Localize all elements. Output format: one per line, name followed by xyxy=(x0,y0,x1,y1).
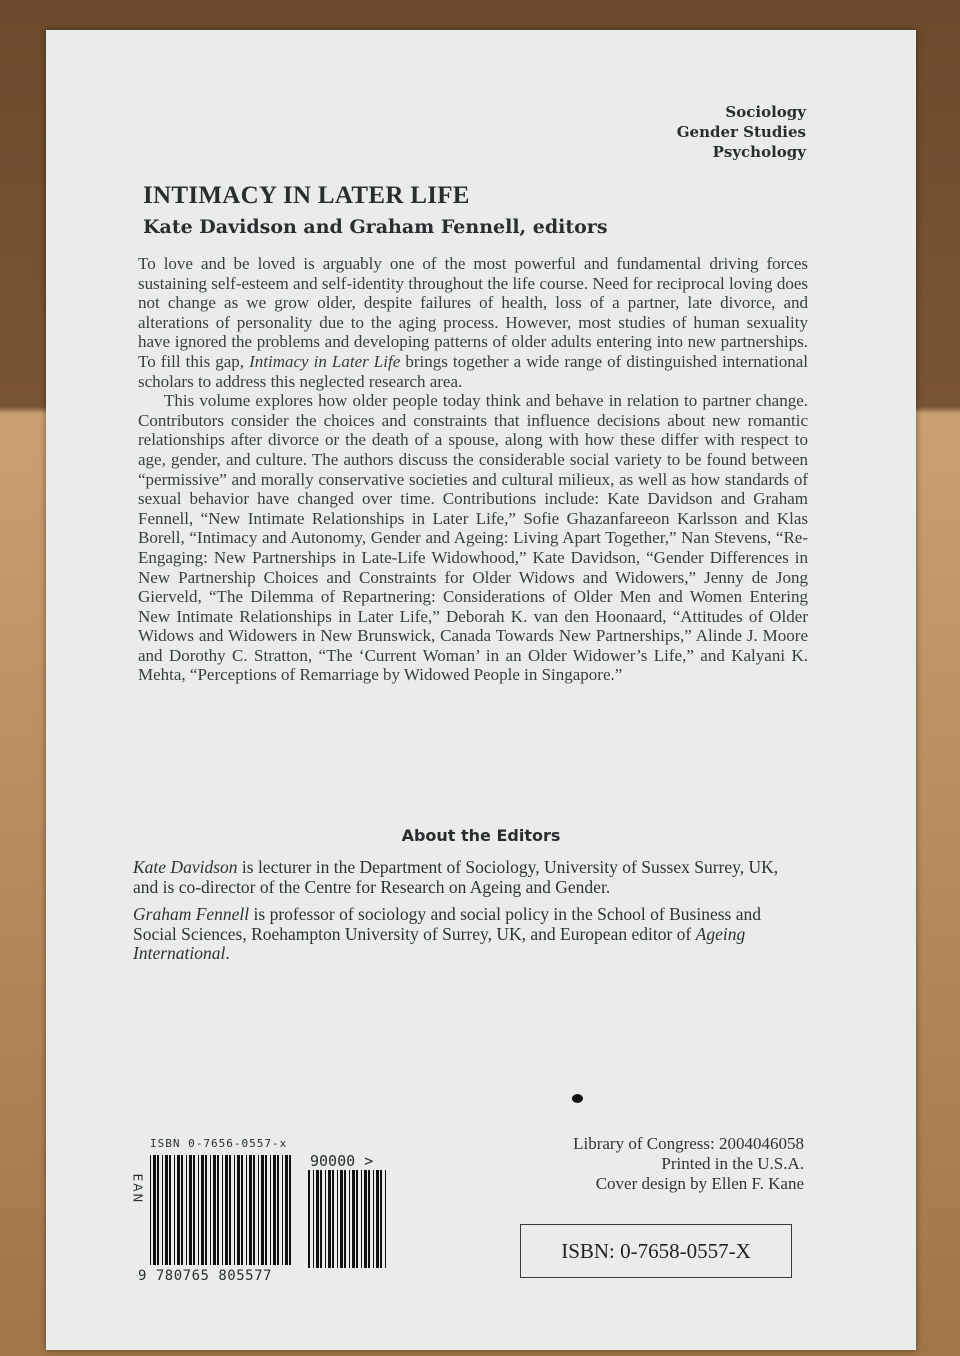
description-paragraph-1: To love and be loved is arguably one of the most powerful and fundamental driving forces sustaining self-esteem and self-identity throughout the life course. Need for reciprocal loving does not change as we grow older, despite failures of health, loss of a partner, late divorce, and alterations of personality due to the aging process. However, most studies of human sexuality have ignored the problems and developing patterns of older adults entering into new partnerships. To fill this gap, Intimacy in Later Life brings together a wide range of distinguished international scholars to address this neglected research area. xyxy=(138,254,808,391)
ean-label: EAN xyxy=(130,1173,145,1205)
ean-digits: 9 780765 805577 xyxy=(138,1268,272,1284)
about-editors-heading: About the Editors xyxy=(401,826,561,845)
cover-design-credit: Cover design by Ellen F. Kane xyxy=(595,1174,804,1193)
isbn-box: ISBN: 0-7658-0557-X xyxy=(520,1224,792,1278)
about-editors xyxy=(133,858,801,972)
printed-in: Printed in the U.S.A. xyxy=(661,1154,804,1173)
book-editors: Kate Davidson and Graham Fennell, editors xyxy=(143,216,608,238)
subject-sociology: Sociology xyxy=(725,103,806,121)
publication-info xyxy=(573,1134,804,1194)
ean-barcode xyxy=(150,1155,296,1265)
editor-bio-fennell: Graham Fennell is professor of sociology and social policy in the School of Business and Social Sciences, Roehampton University of Surrey, UK, and European editor of Ageing International. xyxy=(133,904,761,963)
subject-gender-studies: Gender Studies xyxy=(676,123,806,141)
subject-psychology: Psychology xyxy=(712,143,806,161)
book-title: INTIMACY IN LATER LIFE xyxy=(143,182,470,209)
barcode-isbn-label: ISBN 0-7656-0557-x xyxy=(150,1137,288,1150)
inline-book-title: Intimacy in Later Life xyxy=(249,351,401,371)
ink-spot xyxy=(572,1094,583,1103)
subject-categories xyxy=(677,102,806,162)
book-description xyxy=(138,254,808,685)
description-paragraph-2: This volume explores how older people today think and behave in relation to partner change. Contributors consider the choices and constraints that influence decisions about new romantic relationships after divorce or the death of a spouse, along with how these differ with respect to age, gender, and culture. The authors discuss the considerable social variety to be found between “permissive” and morally conservative societies and cultural milieux, as well as how standards of sexual behavior have changed over time. Contributions include: Kate Davidson and Graham Fennell, “New Intimate Relationships in Later Life,” Sofie Ghazanfareeon Karlsson and Klas Borell, “Intimacy and Autonomy, Gender and Ageing: Living Apart Together,” Nan Stevens, “Re-Engaging: New Partnerships in Late-Life Widowhood,” Kate Davidson, “Gender Differences in New Partnership Choices and Constraints for Older Widows and Widowers,” Jenny de Jong Gierveld, “The Dilemma of Repartnering: Considerations of Older Men and Women Entering New Intimate Relationships in Later Life,” Deborah K. van den Hoonaard, “Attitudes of Older Widows and Widowers in New Brunswick, Canada Towards New Partnerships,” Alinde J. Moore and Dorothy C. Stratton, “The ‘Current Woman’ in an Older Widower’s Life,” and Kalyani K. Mehta, “Perceptions of Remarriage by Widowed People in Singapore.” xyxy=(138,391,808,685)
price-addon-barcode xyxy=(308,1170,388,1268)
library-of-congress: Library of Congress: 2004046058 xyxy=(573,1134,804,1153)
price-addon-digits: 90000 > xyxy=(310,1152,374,1170)
book-back-cover xyxy=(46,30,916,1350)
editor-bio-davidson: Kate Davidson is lecturer in the Department of Sociology, University of Sussex Surrey, UK, and is co-director of the Centre for Research on Ageing and Gender. xyxy=(133,857,779,897)
